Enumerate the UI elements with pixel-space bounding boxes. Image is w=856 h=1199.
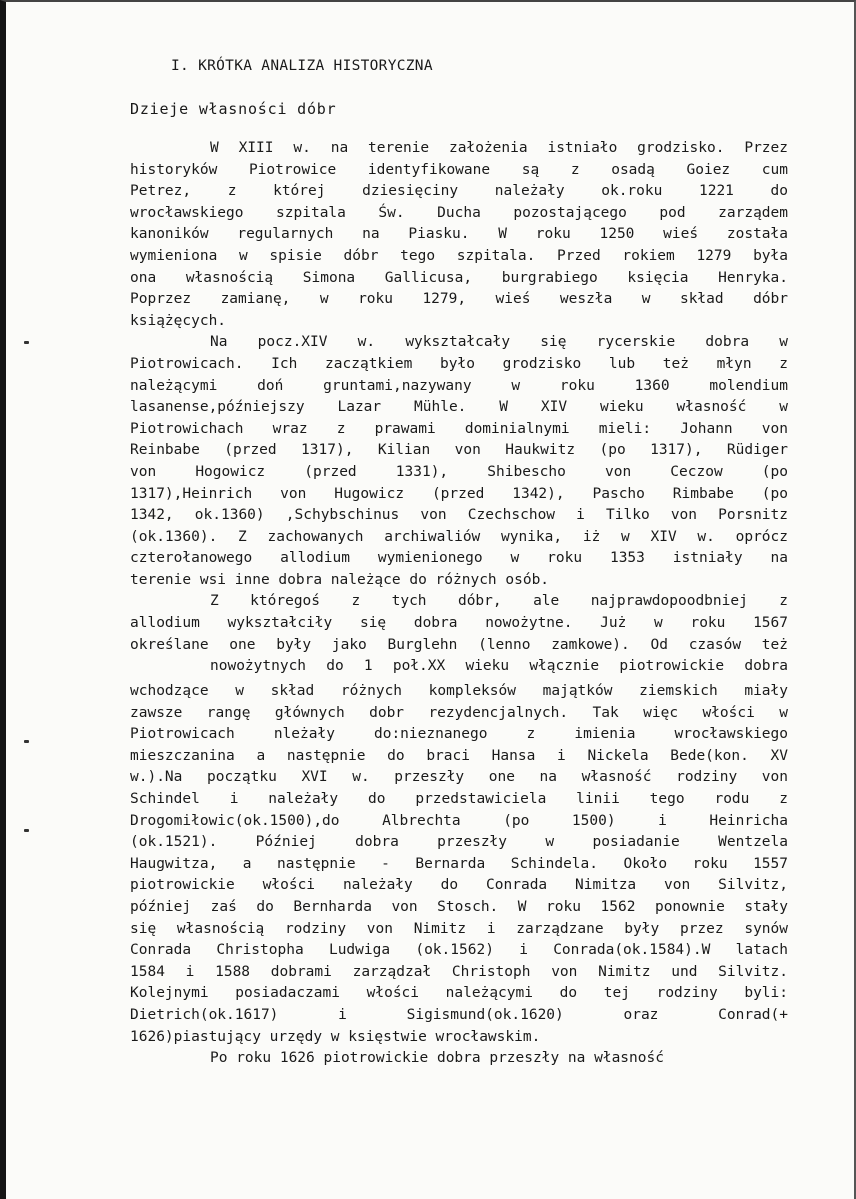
section-heading: I. KRÓTKA ANALIZA HISTORYCZNA: [171, 58, 433, 74]
text-line: później zaś do Bernharda von Stosch. W roku 1562 ponownie stały: [130, 898, 788, 915]
text-line: Po roku 1626 piotrowickie dobra przeszły na własność: [210, 1050, 664, 1067]
text-line: kanoników regularnych na Piasku. W roku 1250 wieś została: [130, 226, 788, 243]
text-line: nowożytnych do 1 poł.XX wieku włącznie piotrowickie dobra: [210, 658, 788, 675]
text-line: (ok.1360). Z zachowanych archiwaliów wynika, iż w XIV w. oprócz: [130, 528, 788, 545]
text-line: Piotrowicach nleżały do:nieznanego z imienia wrocławskiego: [130, 726, 788, 743]
subsection-heading: Dzieje własności dóbr: [130, 100, 337, 118]
text-line: wymieniona w spisie dóbr tego szpitala. Przed rokiem 1279 była: [130, 247, 788, 264]
text-line: Drogomiłowic(ok.1500),do Albrechta (po 1500) i Heinricha: [130, 812, 788, 829]
text-line: von Hogowicz (przed 1331), Shibescho von Ceczow (po: [130, 463, 788, 480]
text-line: (ok.1521). Później dobra przeszły w posiadanie Wentzela: [130, 834, 788, 851]
text-line: zawsze rangę głównych dobr rezydencjalnych. Tak więc włości w: [130, 704, 788, 721]
text-line: 1317),Heinrich von Hugowicz (przed 1342), Pascho Rimbabe (po: [130, 485, 788, 502]
text-line: ona własnością Simona Gallicusa, burgrabiego księcia Henryka.: [130, 269, 788, 286]
text-block-upper: [130, 138, 788, 678]
text-line: Poprzez zamianę, w roku 1279, wieś weszła w skład dóbr: [130, 291, 788, 308]
text-line: mieszczanina a następnie do braci Hansa i Nickela Bede(kon. XV: [130, 747, 788, 764]
text-line: 1626)piastujący urzędy w księstwie wrocławskim.: [130, 1028, 541, 1045]
text-line: 1584 i 1588 dobrami zarządzał Christoph von Nimitz und Silvitz.: [130, 963, 788, 980]
margin-mark: [24, 341, 29, 344]
text-line: w.).Na początku XVI w. przeszły one na własność rodziny von: [130, 769, 788, 786]
text-line: Haugwitza, a następnie - Bernarda Schindela. Około roku 1557: [130, 855, 788, 872]
text-line: Dietrich(ok.1617) i Sigismund(ok.1620) oraz Conrad(+: [130, 1006, 788, 1023]
text-line: terenie wsi inne dobra należące do różnych osób.: [130, 571, 550, 588]
text-line: wchodzące w skład różnych kompleksów majątków ziemskich miały: [130, 683, 788, 699]
text-line: czterołanowego allodium wymienionego w roku 1353 istniały na: [130, 550, 788, 567]
text-line: allodium wykształciły się dobra nowożytne. Już w roku 1567: [130, 615, 788, 632]
text-line: lasanense,późniejszy Lazar Mühle. W XIV wieku własność w: [130, 399, 788, 416]
text-line: piotrowickie włości należały do Conrada Nimitza von Silvitz,: [130, 877, 788, 894]
text-line: historyków Piotrowice identyfikowane są z osadą Goiez cum: [130, 161, 788, 178]
text-line: się własnością rodziny von Nimitz i zarządzane były przez synów: [130, 920, 788, 937]
text-line: Z któregoś z tych dóbr, ale najprawdopoodbniej z: [210, 593, 788, 610]
text-line: Kolejnymi posiadaczami włości należącymi do tej rodziny byli:: [130, 985, 788, 1002]
text-line: Reinbabe (przed 1317), Kilian von Haukwitz (po 1317), Rüdiger: [130, 442, 788, 459]
text-line: W XIII w. na terenie założenia istniało grodzisko. Przez: [210, 140, 788, 156]
margin-mark: [24, 740, 29, 743]
text-line: 1342, ok.1360) ,Schybschinus von Czechschow i Tilko von Porsnitz: [130, 507, 788, 524]
text-block-lower: [130, 681, 788, 1070]
text-line: Piotrowicach. Ich zaczątkiem było grodzisko lub też młyn z: [130, 355, 788, 372]
text-line: Na pocz.XIV w. wykształcały się rycerskie dobra w: [210, 334, 788, 351]
text-line: Conrada Christopha Ludwiga (ok.1562) i Conrada(ok.1584).W latach: [130, 942, 788, 959]
text-line: wrocławskiego szpitala Św. Ducha pozostającego pod zarządem: [130, 204, 788, 221]
margin-mark: [24, 829, 29, 832]
text-line: Piotrowichach wraz z prawami dominialnymi mieli: Johann von: [130, 420, 788, 437]
text-line: książęcych.: [130, 312, 227, 329]
text-line: określane one były jako Burglehn (lenno zamkowe). Od czasów też: [130, 636, 788, 653]
text-line: Schindel i należały do przedstawiciela linii tego rodu z: [130, 790, 788, 807]
text-line: należącymi doń gruntami,nazywany w roku 1360 molendium: [130, 377, 788, 394]
text-line: Petrez, z której dziesięciny należały ok.roku 1221 do: [130, 183, 788, 200]
